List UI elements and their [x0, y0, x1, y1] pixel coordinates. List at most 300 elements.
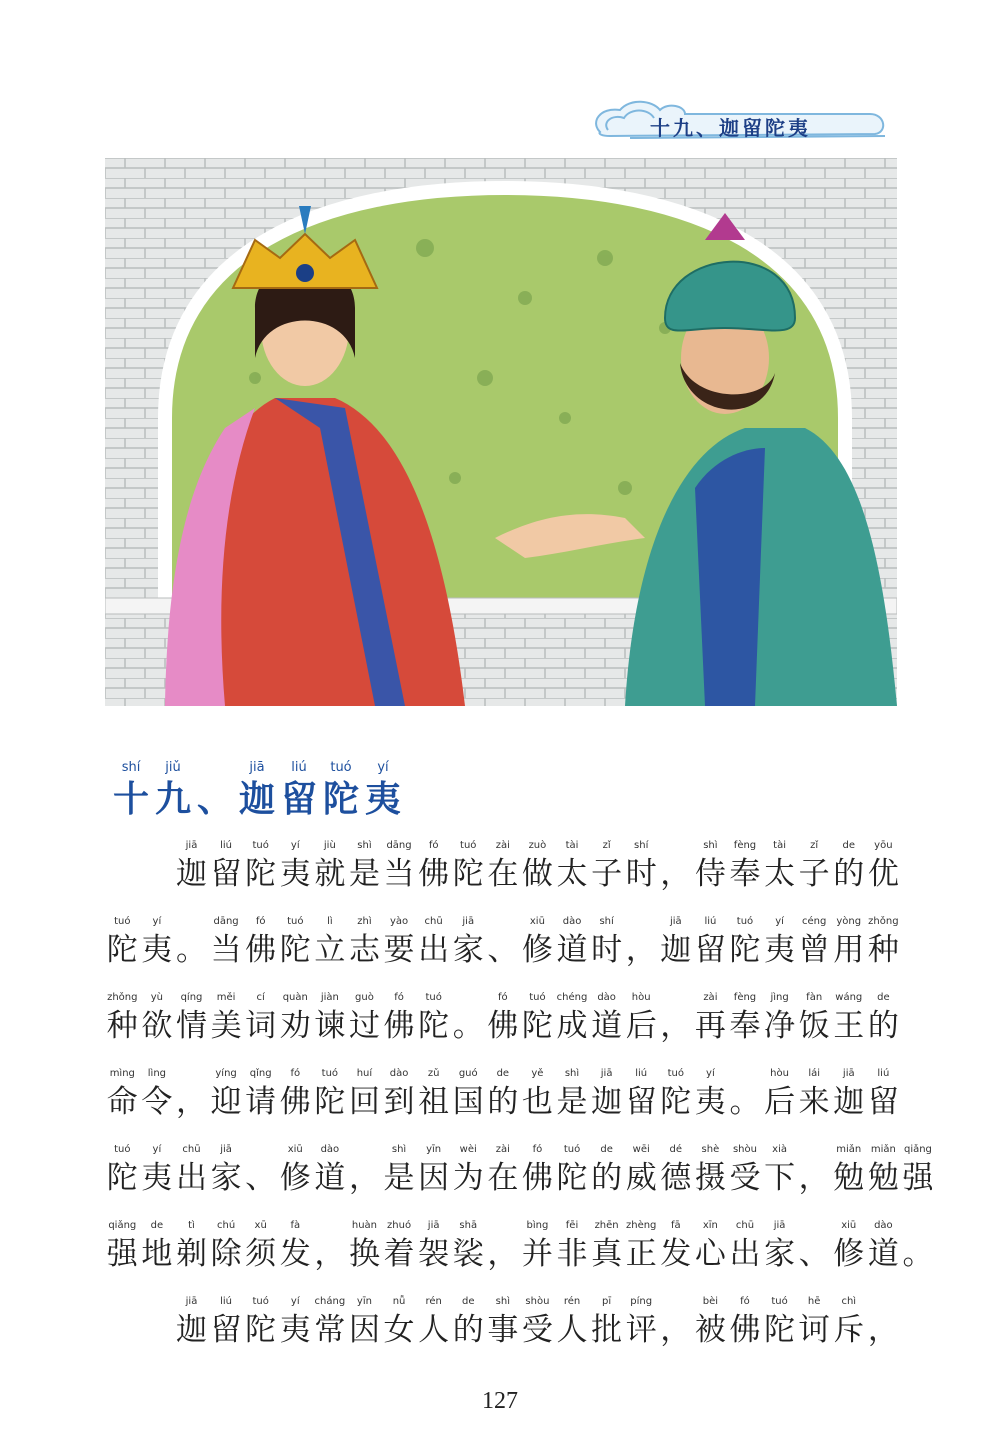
pinyin: lìng [147, 1068, 167, 1079]
ruby-char [194, 758, 236, 822]
ruby-char [416, 990, 451, 1046]
ruby-char [831, 914, 866, 970]
title-ruby-line [110, 758, 404, 822]
pinyin: qiǎng [108, 1220, 137, 1231]
body-line [174, 1294, 900, 1350]
ruby-char [762, 1218, 797, 1274]
hanzi: 留 [210, 856, 242, 892]
ruby-char [140, 990, 175, 1046]
pinyin: jiā [669, 916, 682, 927]
pinyin: yí [152, 1144, 162, 1155]
ruby-char [693, 838, 728, 894]
hanzi: 陀 [106, 932, 138, 968]
hanzi: 常 [314, 1312, 346, 1348]
ruby-char [451, 914, 486, 970]
pinyin: chéng [556, 992, 588, 1003]
hanzi: ， [348, 1160, 380, 1196]
hanzi: 陀 [245, 1312, 277, 1348]
pinyin: shì [495, 1296, 510, 1307]
hanzi: 人 [556, 1312, 588, 1348]
pinyin: shí [634, 840, 649, 851]
pinyin: nǚ [392, 1296, 406, 1307]
ruby-char [659, 1294, 694, 1350]
hanzi: 迎 [210, 1084, 242, 1120]
hanzi: 净 [764, 1008, 796, 1044]
hanzi: 十 [112, 779, 149, 820]
hanzi: 因 [418, 1160, 450, 1196]
ruby-char [762, 990, 797, 1046]
pinyin: chū [182, 1144, 201, 1155]
hanzi: 真 [591, 1236, 623, 1272]
ruby-char [728, 1294, 763, 1350]
hanzi: 夷 [141, 932, 173, 968]
hanzi: 奉 [729, 1008, 761, 1044]
body-line [174, 838, 900, 894]
hanzi: 佛 [487, 1008, 519, 1044]
ruby-char [693, 1294, 728, 1350]
pinyin: yào [389, 916, 409, 927]
ruby-char [105, 1218, 140, 1274]
hanzi: 、 [245, 1160, 277, 1196]
hanzi: 曾 [798, 932, 830, 968]
ruby-char [831, 1066, 866, 1122]
hanzi: ， [867, 1312, 899, 1348]
ruby-char [486, 1142, 521, 1198]
pinyin: dào [389, 1068, 409, 1079]
ruby-char [347, 838, 382, 894]
ruby-char [728, 990, 763, 1046]
pinyin: liú [220, 1296, 233, 1307]
pinyin: tuó [529, 992, 546, 1003]
hanzi: 迦 [591, 1084, 623, 1120]
ruby-char [659, 1142, 694, 1198]
hanzi: 佛 [418, 856, 450, 892]
pinyin: wèi [459, 1144, 477, 1155]
ruby-char [278, 1218, 313, 1274]
pinyin: zhuó [387, 1220, 412, 1231]
hanzi: 陀 [106, 1160, 138, 1196]
hanzi: 佛 [245, 932, 277, 968]
hanzi: 子 [798, 856, 830, 892]
pinyin: jiā [773, 1220, 786, 1231]
pinyin: fēi [565, 1220, 579, 1231]
ruby-char [313, 1294, 348, 1350]
ruby-char [174, 990, 209, 1046]
ruby-char [486, 1066, 521, 1122]
hanzi: 优 [867, 856, 899, 892]
pinyin: zhēn [594, 1220, 619, 1231]
page-number: 127 [482, 1388, 518, 1414]
pinyin: jìng [770, 992, 789, 1003]
pinyin: zuò [528, 840, 547, 851]
ruby-char [313, 1066, 348, 1122]
ruby-char [762, 914, 797, 970]
hanzi: 威 [625, 1160, 657, 1196]
hanzi: 的 [867, 1008, 899, 1044]
hanzi: 九 [154, 779, 191, 820]
hanzi: 受 [521, 1312, 553, 1348]
ruby-char [728, 1142, 763, 1198]
pinyin: tuó [563, 1144, 581, 1155]
ruby-char [486, 990, 521, 1046]
hanzi: 被 [694, 1312, 726, 1348]
ruby-char [589, 990, 624, 1046]
ruby-char [486, 838, 521, 894]
ruby-char [762, 838, 797, 894]
ruby-char [797, 1218, 832, 1274]
pinyin: wēi [632, 1144, 650, 1155]
ruby-char [831, 1294, 866, 1350]
hanzi: ， [175, 1084, 207, 1120]
hanzi: 迦 [175, 1312, 207, 1348]
hanzi: 迦 [660, 932, 692, 968]
hanzi: 陀 [660, 1084, 692, 1120]
ruby-char [486, 1294, 521, 1350]
hanzi: 饭 [798, 1008, 830, 1044]
hanzi: 发 [279, 1236, 311, 1272]
ruby-char [624, 990, 659, 1046]
ruby-char [243, 1142, 278, 1198]
pinyin: jiā [185, 840, 198, 851]
hanzi: 令 [141, 1084, 173, 1120]
ruby-char [624, 1294, 659, 1350]
pinyin: pī [602, 1296, 612, 1307]
pinyin: bìng [526, 1220, 549, 1231]
pinyin: liú [220, 840, 233, 851]
ruby-char [901, 1142, 936, 1198]
hanzi: 来 [798, 1084, 830, 1120]
hanzi: 须 [245, 1236, 277, 1272]
hanzi: 种 [106, 1008, 138, 1044]
hanzi: 后 [625, 1008, 657, 1044]
ruby-char [762, 1294, 797, 1350]
ruby-char [382, 1218, 417, 1274]
hanzi: 出 [175, 1160, 207, 1196]
ruby-char [105, 1142, 140, 1198]
hanzi: 袈 [418, 1236, 450, 1272]
pinyin: yīn [426, 1144, 442, 1155]
pinyin: qǐng [249, 1068, 272, 1079]
ruby-char [313, 1218, 348, 1274]
hanzi: 在 [487, 856, 519, 892]
pinyin: zhǒng [107, 992, 138, 1003]
ruby-char [278, 1066, 313, 1122]
body-line [105, 1066, 901, 1122]
pinyin: huàn [351, 1220, 378, 1231]
ruby-char [416, 1142, 451, 1198]
ruby-char [416, 914, 451, 970]
ruby-char [140, 1142, 175, 1198]
pinyin: rén [563, 1296, 581, 1307]
ruby-char [416, 1294, 451, 1350]
pinyin: fèng [733, 992, 757, 1003]
pinyin: mìng [109, 1068, 135, 1079]
ruby-char [416, 1066, 451, 1122]
hanzi: ， [660, 856, 692, 892]
hanzi: 陀 [729, 932, 761, 968]
pinyin: xiū [841, 1220, 857, 1231]
pinyin: xià [772, 1144, 787, 1155]
pinyin: fó [255, 916, 266, 927]
ruby-char [520, 1142, 555, 1198]
pinyin: fà [290, 1220, 301, 1231]
pinyin: zài [495, 840, 510, 851]
hanzi: 留 [694, 932, 726, 968]
pinyin: zhèng [625, 1220, 657, 1231]
hanzi: 志 [348, 932, 380, 968]
pinyin: tuó [425, 992, 442, 1003]
ruby-char [236, 758, 278, 822]
hanzi: 道 [591, 1008, 623, 1044]
ruby-char [659, 1066, 694, 1122]
pinyin: fā [670, 1220, 681, 1231]
ruby-char [486, 1218, 521, 1274]
ruby-char [693, 990, 728, 1046]
illustration-icon [105, 158, 897, 706]
chapter-header-title: 十九、迦留陀夷 [650, 116, 811, 140]
hanzi: 的 [591, 1160, 623, 1196]
hanzi: 。 [902, 1236, 934, 1272]
hanzi: 是 [348, 856, 380, 892]
ruby-char [589, 1218, 624, 1274]
ruby-char [866, 1066, 901, 1122]
pinyin: shì [564, 1068, 580, 1079]
hanzi: 着 [383, 1236, 415, 1272]
hanzi: 发 [660, 1236, 692, 1272]
ruby-char [209, 1294, 244, 1350]
pinyin: de [842, 840, 856, 851]
ruby-char [278, 914, 313, 970]
body-line [105, 990, 901, 1046]
ruby-char [866, 838, 901, 894]
ruby-char [555, 838, 590, 894]
ruby-char [313, 914, 348, 970]
story-illustration [105, 158, 897, 706]
pinyin: liú [635, 1068, 648, 1079]
hanzi: 到 [383, 1084, 415, 1120]
pinyin: tuó [667, 1068, 684, 1079]
pinyin: de [496, 1068, 510, 1079]
hanzi: 勉 [867, 1160, 899, 1196]
hanzi: 祖 [418, 1084, 450, 1120]
pinyin: yí [775, 916, 784, 927]
hanzi: 的 [487, 1084, 519, 1120]
ruby-char [555, 1294, 590, 1350]
pinyin: jiǔ [165, 760, 181, 775]
hanzi: 在 [487, 1160, 519, 1196]
hanzi: 也 [521, 1084, 553, 1120]
hanzi: 批 [591, 1312, 623, 1348]
ruby-char [624, 1142, 659, 1198]
hanzi: 人 [418, 1312, 450, 1348]
ruby-char [382, 1294, 417, 1350]
ruby-char [347, 1066, 382, 1122]
hanzi: 除 [210, 1236, 242, 1272]
pinyin: jiā [842, 1068, 855, 1079]
pinyin: shā [459, 1220, 478, 1231]
ruby-char [797, 1294, 832, 1350]
ruby-char [831, 1218, 866, 1274]
pinyin: tài [565, 840, 579, 851]
hanzi: 道 [867, 1236, 899, 1272]
hanzi: 命 [106, 1084, 138, 1120]
ruby-char [555, 1142, 590, 1198]
pinyin: jiā [600, 1068, 613, 1079]
ruby-char [174, 1218, 209, 1274]
pinyin: chū [735, 1220, 755, 1231]
ruby-char [382, 914, 417, 970]
pinyin: fèng [733, 840, 757, 851]
ruby-char [313, 838, 348, 894]
hanzi: 太 [764, 856, 796, 892]
ruby-char [831, 990, 866, 1046]
hanzi: 谏 [314, 1008, 346, 1044]
ruby-char [659, 838, 694, 894]
hanzi: 事 [487, 1312, 519, 1348]
ruby-char [866, 914, 901, 970]
pinyin: shì [703, 840, 718, 851]
ruby-char [520, 1218, 555, 1274]
pinyin: shòu [525, 1296, 550, 1307]
ruby-char [624, 1066, 659, 1122]
pinyin: yí [152, 916, 162, 927]
pinyin: tuó [114, 1144, 131, 1155]
pinyin: xiū [287, 1144, 303, 1155]
pinyin: chū [424, 916, 443, 927]
hanzi: 。 [452, 1008, 484, 1044]
ruby-char [243, 990, 278, 1046]
pinyin: wáng [835, 992, 863, 1003]
pinyin: liú [877, 1068, 890, 1079]
ruby-char [451, 990, 486, 1046]
ruby-char [416, 838, 451, 894]
pinyin: měi [216, 992, 236, 1003]
chapter-header-badge [590, 92, 890, 152]
pinyin: yí [377, 760, 389, 775]
ruby-char [659, 1218, 694, 1274]
pinyin: tuó [330, 760, 352, 775]
hanzi: 女 [383, 1312, 415, 1348]
ruby-char [243, 838, 278, 894]
hanzi: 是 [556, 1084, 588, 1120]
pinyin: yí [290, 1296, 300, 1307]
pinyin: jiàn [320, 992, 339, 1003]
hanzi: 斥 [833, 1312, 865, 1348]
hanzi: 正 [625, 1236, 657, 1272]
hanzi: 再 [694, 1008, 726, 1044]
ruby-char [313, 990, 348, 1046]
ruby-char [555, 914, 590, 970]
pinyin: shí [599, 916, 614, 927]
pinyin: jiā [185, 1296, 198, 1307]
ruby-char [278, 1294, 313, 1350]
hanzi: 、 [487, 932, 519, 968]
pinyin: fàn [806, 992, 823, 1003]
pinyin: bèi [702, 1296, 719, 1307]
ruby-char [728, 1066, 763, 1122]
ruby-char [728, 838, 763, 894]
hanzi: 陀 [314, 1084, 346, 1120]
ruby-char [797, 914, 832, 970]
ruby-char [451, 1066, 486, 1122]
hanzi: 。 [175, 932, 207, 968]
hanzi: 心 [694, 1236, 726, 1272]
hanzi: 夷 [279, 1312, 311, 1348]
pinyin: tuó [252, 840, 269, 851]
ruby-char [797, 1142, 832, 1198]
hanzi: 家 [210, 1160, 242, 1196]
hanzi: 夷 [694, 1084, 726, 1120]
ruby-char [520, 990, 555, 1046]
hanzi: 出 [418, 932, 450, 968]
hanzi: 佛 [521, 1160, 553, 1196]
pinyin: cháng [314, 1296, 346, 1307]
hanzi: 下 [764, 1160, 796, 1196]
hanzi: 请 [245, 1084, 277, 1120]
hanzi: 的 [452, 1312, 484, 1348]
hanzi: 迦 [238, 779, 275, 820]
pinyin: yí [706, 1068, 715, 1079]
ruby-char [589, 838, 624, 894]
pinyin: dé [669, 1144, 683, 1155]
hanzi: 道 [314, 1160, 346, 1196]
pinyin: shì [391, 1144, 407, 1155]
ruby-char [278, 990, 313, 1046]
ruby-char [520, 914, 555, 970]
ruby-char [693, 914, 728, 970]
pinyin: lì [327, 916, 333, 927]
pinyin: tuó [460, 840, 477, 851]
pinyin: fó [394, 992, 404, 1003]
hanzi: 裟 [452, 1236, 484, 1272]
ruby-char [866, 1294, 901, 1350]
hanzi: 情 [175, 1008, 207, 1044]
ruby-char [243, 1294, 278, 1350]
pinyin: jiā [220, 1144, 232, 1155]
ruby-char [110, 758, 152, 822]
hanzi: 过 [348, 1008, 380, 1044]
pinyin: lái [808, 1068, 821, 1079]
pinyin: píng [630, 1296, 653, 1307]
pinyin: tuó [736, 916, 754, 927]
ruby-char [382, 838, 417, 894]
ruby-char [555, 1218, 590, 1274]
ruby-char [693, 1066, 728, 1122]
ruby-char [174, 1294, 209, 1350]
hanzi: 道 [556, 932, 588, 968]
hanzi: 用 [833, 932, 865, 968]
pinyin: tuó [321, 1068, 339, 1079]
hanzi: 家 [764, 1236, 796, 1272]
ruby-char [243, 1218, 278, 1274]
hanzi: 欲 [141, 1008, 173, 1044]
hanzi: 立 [314, 932, 346, 968]
pinyin: yíng [215, 1068, 237, 1079]
hanzi: 、 [798, 1236, 830, 1272]
hanzi: 留 [867, 1084, 899, 1120]
ruby-char [140, 1218, 175, 1274]
hanzi: ， [314, 1236, 346, 1272]
hanzi: ， [487, 1236, 519, 1272]
pinyin: yòng [836, 916, 862, 927]
hanzi: 留 [625, 1084, 657, 1120]
hanzi: 陀 [279, 932, 311, 968]
ruby-char [382, 990, 417, 1046]
hanzi: 当 [383, 856, 415, 892]
hanzi: 陀 [452, 856, 484, 892]
ruby-char [762, 1066, 797, 1122]
hanzi: 因 [348, 1312, 380, 1348]
